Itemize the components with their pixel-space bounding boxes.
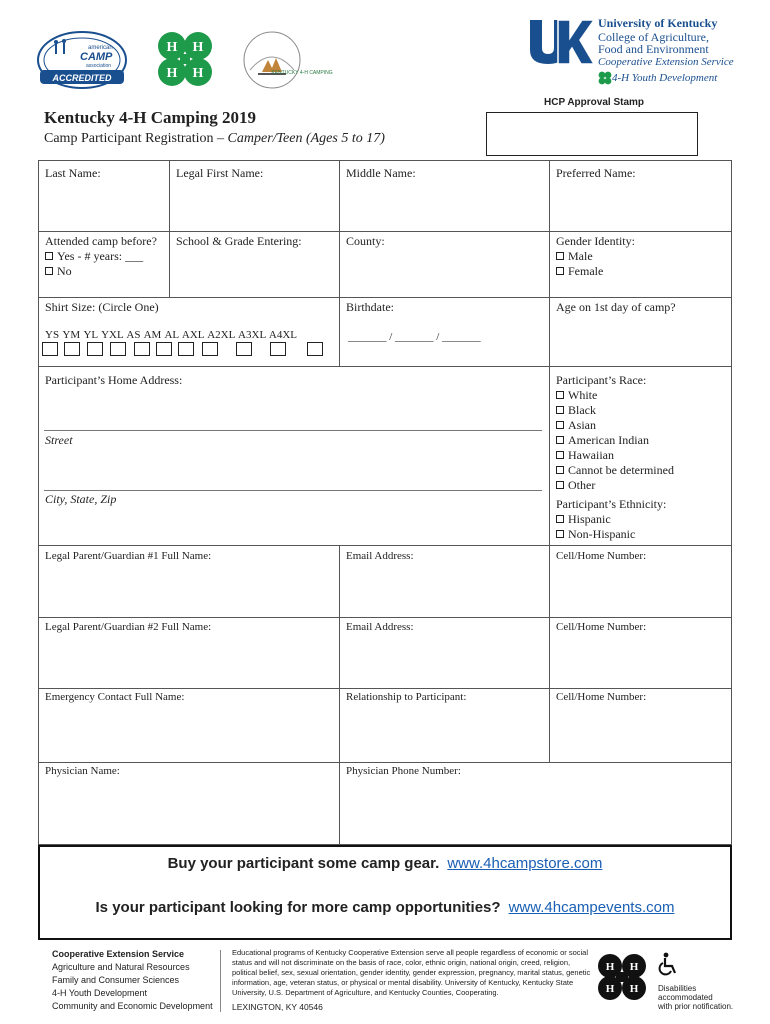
ethnicity-label: Participant’s Ethnicity: bbox=[556, 497, 667, 511]
camping-logo-text: KENTUCKY 4-H CAMPING bbox=[271, 70, 333, 76]
attended-yes-label: Yes - # years: ___ bbox=[57, 249, 144, 263]
checkbox-icon[interactable] bbox=[556, 252, 564, 260]
promo-box bbox=[38, 845, 732, 940]
row-divider bbox=[38, 617, 732, 618]
street-label: Street bbox=[45, 433, 73, 447]
aca-badge: ACCREDITED bbox=[52, 73, 112, 83]
race-option-label: American Indian bbox=[568, 433, 649, 447]
shirt-size-box[interactable] bbox=[64, 342, 80, 356]
footer-dept: Community and Economic Development bbox=[52, 1001, 213, 1011]
hcp-stamp-box bbox=[486, 112, 698, 156]
small-clover-icon bbox=[598, 71, 612, 85]
col-divider bbox=[169, 160, 170, 297]
uk-4h-youth-label: 4-H Youth Development bbox=[612, 72, 718, 84]
uk-4h-youth bbox=[598, 71, 734, 85]
race-option[interactable] bbox=[556, 448, 614, 463]
race-option[interactable] bbox=[556, 388, 597, 403]
school-grade-label: School & Grade Entering: bbox=[176, 234, 302, 248]
shirt-size-box[interactable] bbox=[87, 342, 103, 356]
row-divider bbox=[38, 762, 732, 763]
shirt-size-box[interactable] bbox=[42, 342, 58, 356]
relationship-label: Relationship to Participant: bbox=[346, 691, 467, 703]
footer-dept: 4-H Youth Development bbox=[52, 988, 148, 998]
svg-text:H: H bbox=[166, 66, 178, 81]
shirt-size-label: Shirt Size: (Circle One) bbox=[45, 300, 159, 314]
county-label: County: bbox=[346, 234, 385, 248]
svg-text:H: H bbox=[192, 40, 204, 55]
svg-text:H: H bbox=[166, 40, 178, 55]
race-label: Participant’s Race: bbox=[556, 373, 647, 387]
footer-dept-title: Cooperative Extension Service bbox=[52, 949, 185, 959]
attended-yes-option[interactable] bbox=[45, 249, 143, 264]
shirt-size-box[interactable] bbox=[178, 342, 194, 356]
preferred-name-label: Preferred Name: bbox=[556, 166, 636, 180]
page-title: Kentucky 4-H Camping 2019 bbox=[44, 108, 257, 127]
street-line[interactable] bbox=[44, 430, 542, 431]
promo-events-text: Is your participant looking for more camp opportunities? bbox=[95, 899, 501, 916]
row-divider bbox=[38, 297, 732, 298]
checkbox-icon[interactable] bbox=[556, 436, 564, 444]
footer-divider bbox=[220, 950, 221, 1012]
guardian1-phone-label: Cell/Home Number: bbox=[556, 550, 647, 562]
checkbox-icon[interactable] bbox=[45, 252, 53, 260]
uk-logo bbox=[528, 18, 594, 66]
disabilities-line: with prior notification. bbox=[658, 1002, 734, 1011]
birthdate-blank[interactable]: _______ / _______ / _______ bbox=[348, 331, 481, 343]
uk-name: University of Kentucky bbox=[598, 16, 718, 30]
hcp-stamp-label: HCP Approval Stamp bbox=[544, 97, 645, 108]
page-subtitle bbox=[44, 131, 385, 147]
aca-accredited-logo bbox=[36, 30, 128, 92]
ethnicity-option-label: Non-Hispanic bbox=[568, 527, 636, 541]
gender-male-label: Male bbox=[568, 249, 593, 263]
promo-line-events bbox=[40, 899, 730, 916]
svg-text:H: H bbox=[605, 983, 615, 995]
guardian2-phone-label: Cell/Home Number: bbox=[556, 621, 647, 633]
checkbox-icon[interactable] bbox=[556, 267, 564, 275]
shirt-size-box[interactable] bbox=[156, 342, 172, 356]
shirt-size-box[interactable] bbox=[307, 342, 323, 356]
aca-line3: association bbox=[86, 63, 112, 69]
checkbox-icon[interactable] bbox=[556, 530, 564, 538]
race-option[interactable] bbox=[556, 463, 674, 478]
col-divider bbox=[339, 160, 340, 366]
4h-clover-logo bbox=[150, 24, 220, 94]
checkbox-icon[interactable] bbox=[556, 451, 564, 459]
attended-camp-label: Attended camp before? bbox=[45, 234, 157, 248]
emergency-phone-label: Cell/Home Number: bbox=[556, 691, 647, 703]
uk-college-line2: Food and Environment bbox=[598, 42, 709, 56]
row-divider bbox=[38, 688, 732, 689]
uk-college-text bbox=[598, 16, 734, 85]
home-address-label: Participant’s Home Address: bbox=[45, 373, 183, 387]
emergency-contact-label: Emergency Contact Full Name: bbox=[45, 691, 185, 703]
promo-line-gear bbox=[40, 855, 730, 872]
city-line[interactable] bbox=[44, 490, 542, 491]
race-option-label: Cannot be determined bbox=[568, 463, 674, 477]
birthdate-label: Birthdate: bbox=[346, 300, 394, 314]
guardian1-email-label: Email Address: bbox=[346, 550, 414, 562]
checkbox-icon[interactable] bbox=[556, 406, 564, 414]
race-option[interactable] bbox=[556, 478, 595, 493]
guardian2-email-label: Email Address: bbox=[346, 621, 414, 633]
race-option[interactable] bbox=[556, 418, 596, 433]
guardian2-label: Legal Parent/Guardian #2 Full Name: bbox=[45, 621, 212, 633]
gender-female-label: Female bbox=[568, 264, 604, 278]
row-divider bbox=[38, 366, 732, 367]
svg-text:H: H bbox=[629, 961, 639, 973]
ethnicity-option[interactable] bbox=[556, 527, 635, 542]
last-name-label: Last Name: bbox=[45, 166, 101, 180]
middle-name-label: Middle Name: bbox=[346, 166, 416, 180]
shirt-size-box[interactable] bbox=[134, 342, 150, 356]
promo-gear-text: Buy your participant some camp gear. bbox=[167, 855, 440, 872]
footer-4h-clover-icon bbox=[594, 950, 650, 1004]
checkbox-icon[interactable] bbox=[556, 421, 564, 429]
uk-college-line1: College of Agriculture, bbox=[598, 30, 709, 44]
physician-name-label: Physician Name: bbox=[45, 765, 120, 777]
guardian1-label: Legal Parent/Guardian #1 Full Name: bbox=[45, 550, 212, 562]
shirt-size-box[interactable] bbox=[110, 342, 126, 356]
disabilities-line: Disabilities bbox=[658, 984, 697, 993]
gender-identity-label: Gender Identity: bbox=[556, 234, 635, 248]
subtitle-prefix: Camp Participant Registration – bbox=[44, 131, 228, 146]
row-divider bbox=[38, 231, 732, 232]
checkbox-icon[interactable] bbox=[45, 267, 53, 275]
aca-line2: CAMP bbox=[80, 51, 113, 63]
race-option-label: Black bbox=[568, 403, 596, 417]
shirt-size-box[interactable] bbox=[270, 342, 286, 356]
race-option[interactable] bbox=[556, 403, 596, 418]
physician-phone-label: Physician Phone Number: bbox=[346, 765, 461, 777]
aca-line1: american bbox=[88, 45, 113, 51]
ethnicity-option[interactable] bbox=[556, 512, 611, 527]
camp-events-link[interactable]: www.4hcampevents.com bbox=[508, 899, 675, 916]
footer-departments bbox=[52, 948, 213, 1013]
attended-no-option[interactable] bbox=[45, 264, 72, 279]
race-option-label: Other bbox=[568, 478, 596, 492]
city-state-zip-label: City, State, Zip bbox=[45, 492, 117, 506]
ethnicity-option-label: Hispanic bbox=[568, 512, 611, 526]
disabilities-note bbox=[658, 984, 733, 1011]
footer-dept: Family and Consumer Sciences bbox=[52, 975, 180, 985]
race-option[interactable] bbox=[556, 433, 649, 448]
col-divider bbox=[339, 545, 340, 845]
race-option-label: Asian bbox=[568, 418, 596, 432]
subtitle-italic: Camper/Teen (Ages 5 to 17) bbox=[227, 131, 385, 146]
disabilities-line: accommodated bbox=[658, 993, 713, 1002]
gender-female-option[interactable] bbox=[556, 264, 603, 279]
footer-address: LEXINGTON, KY 40546 bbox=[232, 1002, 323, 1012]
shirt-size-options: YS YM YL YXL AS AM AL AXL A2XL A3XL A4XL bbox=[45, 329, 298, 341]
age-first-day-label: Age on 1st day of camp? bbox=[556, 300, 676, 314]
shirt-size-box[interactable] bbox=[236, 342, 252, 356]
race-option-label: White bbox=[568, 388, 598, 402]
footer-dept: Agriculture and Natural Resources bbox=[52, 962, 190, 972]
svg-text:H: H bbox=[605, 961, 615, 973]
race-option-label: Hawaiian bbox=[568, 448, 614, 462]
row-divider bbox=[38, 545, 732, 546]
footer-notice: Educational programs of Kentucky Cooperative Extension serve all people regardless of economic or social status and will not discriminate on the basis of race, color, ethnic origin, national origin, creed, religion, political belief, sex, sexual orientation, gender identity, gender expression, pregnancy, marital status, genetic information, age, veteran status, or physical or mental disability. University of Kentucky, Kentucky State University, U.S. Department of Agriculture, and Kentucky Counties, Cooperating. bbox=[232, 948, 591, 997]
uk-extension: Cooperative Extension Service bbox=[598, 56, 734, 68]
wheelchair-icon bbox=[658, 952, 678, 976]
camp-store-link[interactable]: www.4hcampstore.com bbox=[447, 855, 603, 872]
checkbox-icon[interactable] bbox=[556, 391, 564, 399]
checkbox-icon[interactable] bbox=[556, 466, 564, 474]
svg-text:H: H bbox=[629, 983, 639, 995]
kentucky-4h-camping-logo bbox=[242, 30, 333, 92]
svg-text:H: H bbox=[192, 66, 204, 81]
checkbox-icon[interactable] bbox=[556, 515, 564, 523]
gender-male-option[interactable] bbox=[556, 249, 593, 264]
checkbox-icon[interactable] bbox=[556, 481, 564, 489]
attended-no-label: No bbox=[57, 264, 72, 278]
shirt-size-box[interactable] bbox=[202, 342, 218, 356]
legal-first-name-label: Legal First Name: bbox=[176, 166, 264, 180]
col-divider bbox=[549, 160, 550, 762]
